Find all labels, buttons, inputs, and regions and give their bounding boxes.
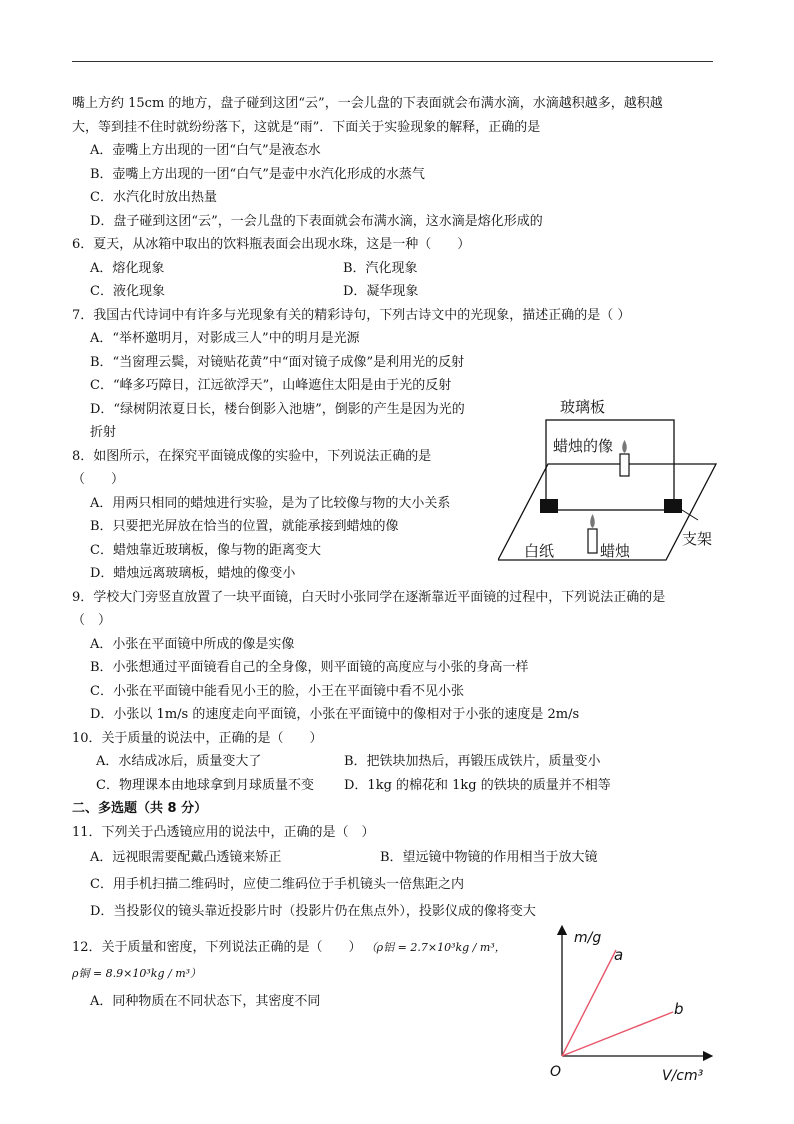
q5-option-c: C．水汽化时放出热量 xyxy=(90,190,217,205)
y-axis-label: m/g xyxy=(574,930,602,946)
candle-image xyxy=(620,454,629,476)
q9-paren: （ ） xyxy=(72,613,112,628)
stand-label: 支架 xyxy=(682,530,713,548)
stand-right xyxy=(664,499,682,513)
q6-option-d: D．凝华现象 xyxy=(343,284,419,299)
q10-option-a: A．水结成冰后，质量变大了 xyxy=(96,754,262,769)
q6-option-c: C．液化现象 xyxy=(90,284,165,299)
mass-volume-graph xyxy=(540,920,720,1090)
q12-rho-copper: ρ铜 = 8.9×10³kg / m³） xyxy=(72,967,202,980)
glass-label: 玻璃板 xyxy=(560,398,606,416)
q9-option-d: D．小张以 1m/s 的速度走向平面镜，小张在平面镜中的像相对于小张的速度是 2m/s xyxy=(90,707,580,722)
q7-option-d-wrap: 折射 xyxy=(90,425,117,440)
q6-options-row1 xyxy=(72,257,713,281)
q10-stem: 10．关于质量的说法中，正确的是（ ） xyxy=(72,730,323,746)
candle-flame-icon xyxy=(590,514,595,528)
q11-option-a: A．远视眼需要配戴凸透镜来矫正 xyxy=(90,850,282,865)
q6-options-row2 xyxy=(72,280,713,304)
section-title: 二、多选题（共 8 分） xyxy=(72,801,208,816)
origin-label: O xyxy=(550,1064,562,1080)
paper-label: 白纸 xyxy=(524,542,555,560)
q12-stem: 12．关于质量和密度，下列说法正确的是（ ） xyxy=(72,940,362,955)
q6-option-b: B．汽化现象 xyxy=(343,260,418,276)
q7-option-b: B．“当窗理云鬓，对镜贴花黄”中“面对镜子成像”是利用光的反射 xyxy=(90,354,465,370)
q5-line2: 大，等到挂不住时就纷纷落下，这就是“雨”．下面关于实验现象的解释，正确的是 xyxy=(72,119,541,135)
mirror-experiment-figure xyxy=(498,394,730,566)
glass-plate xyxy=(546,420,674,510)
q10-option-d: D．1kg 的棉花和 1kg 的铁块的质量并不相等 xyxy=(344,777,611,793)
candle-image-label: 蜡烛的像 xyxy=(553,437,614,455)
q7-option-d: D．“绿树阴浓夏日长，楼台倒影入池塘”，倒影的产生是因为光的 xyxy=(90,401,465,417)
q8-paren: （ ） xyxy=(72,472,125,487)
q5-option-b: B．壶嘴上方出现的一团“白气”是壶中水汽化形成的水蒸气 xyxy=(90,166,425,182)
line-a xyxy=(562,950,616,1056)
stand-pointer-line xyxy=(682,510,698,520)
q6-option-a: A．熔化现象 xyxy=(90,260,165,276)
candle-label: 蜡烛 xyxy=(600,542,631,560)
q5-line1: 嘴上方约 15cm 的地方，盘子碰到这团“云”，一会儿盘的下表面就会布满水滴，水滴越积越多，越积越 xyxy=(72,96,663,111)
line-b xyxy=(562,1012,673,1056)
q7-stem: 7．我国古代诗词中有许多与光现象有关的精彩诗句，下列古诗文中的光现象，描述正确的是（ ） xyxy=(72,307,631,323)
q5-option-a: A．壶嘴上方出现的一团“白气”是液态水 xyxy=(90,143,321,158)
q11-option-b: B．望远镜中物镜的作用相当于放大镜 xyxy=(380,850,598,865)
q11-stem: 11．下列关于凸透镜应用的说法中，正确的是（ ） xyxy=(72,824,375,840)
q9-option-c: C．小张在平面镜中能看见小王的脸，小王在平面镜中看不见小张 xyxy=(90,683,464,699)
q8-stem: 8．如图所示，在探究平面镜成像的实验中，下列说法正确的是 xyxy=(72,448,432,464)
q10-options-row2 xyxy=(72,774,713,798)
line-b-label: b xyxy=(674,1000,684,1018)
q9-option-a: A．小张在平面镜中所成的像是实像 xyxy=(90,636,295,652)
line-a-label: a xyxy=(614,946,624,964)
q7-option-c: C．“峰多巧障日，江远欲浮天”，山峰遮住太阳是由于光的反射 xyxy=(90,378,452,393)
candle-image-flame-icon xyxy=(622,440,627,453)
q11-option-d: D．当投影仪的镜头靠近投影片时（投影片仍在焦点外），投影仪成的像将变大 xyxy=(90,904,536,919)
q6-stem: 6．夏天，从冰箱中取出的饮料瓶表面会出现水珠，这是一种（ ） xyxy=(72,237,471,252)
x-axis-label: V/cm³ xyxy=(662,1068,704,1084)
q10-option-c: C．物理课本由地球拿到月球质量不变 xyxy=(96,777,314,793)
q11-option-c: C．用手机扫描二维码时，应使二维码位于手机镜头一倍焦距之内 xyxy=(90,877,464,892)
q10-options-row1 xyxy=(72,750,713,774)
stand-left xyxy=(540,499,558,513)
q9-option-b: B．小张想通过平面镜看自己的全身像，则平面镜的高度应与小张的身高一样 xyxy=(90,660,529,675)
q10-option-b: B．把铁块加热后，再锻压成铁片，质量变小 xyxy=(344,754,601,769)
q5-option-d: D．盘子碰到这团“云”，一会儿盘的下表面就会布满水滴，这水滴是熔化形成的 xyxy=(90,213,543,229)
q12-rho-aluminum: （ρ铝 = 2.7×10³kg / m³， xyxy=(365,941,506,954)
q7-option-a: A．“举杯邀明月，对影成三人”中的明月是光源 xyxy=(90,331,360,346)
q8-option-a: A．用两只相同的蜡烛进行实验，是为了比较像与物的大小关系 xyxy=(90,495,451,511)
header-rule xyxy=(72,61,713,62)
q8-option-c: C．蜡烛靠近玻璃板，像与物的距离变大 xyxy=(90,542,321,558)
q8-option-b: B．只要把光屏放在恰当的位置，就能承接到蜡烛的像 xyxy=(90,519,399,534)
candle xyxy=(588,529,597,553)
q9-stem: 9．学校大门旁竖直放置了一块平面镜，白天时小张同学在逐渐靠近平面镜的过程中，下列说法正确的是 xyxy=(72,589,666,605)
q11-options-row1 xyxy=(72,844,713,871)
q8-option-d: D．蜡烛远离玻璃板，蜡烛的像变小 xyxy=(90,566,296,581)
q12-option-a: A．同种物质在不同状态下，其密度不同 xyxy=(90,994,321,1009)
